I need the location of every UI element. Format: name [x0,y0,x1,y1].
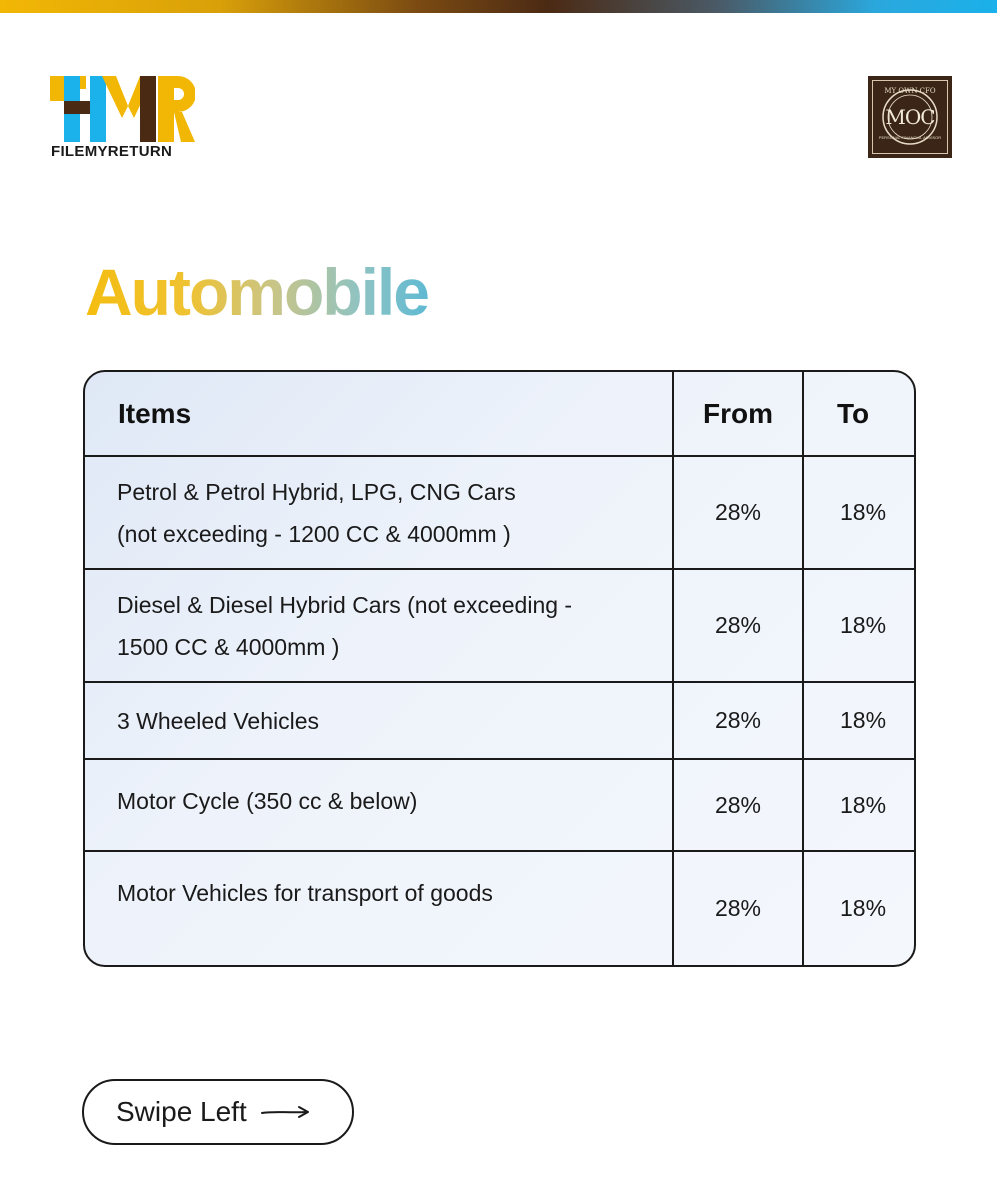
table-row [85,456,916,569]
to-rate: 18% [803,851,916,965]
from-rate: 28% [673,851,803,965]
fmr-logo-mark [50,76,195,142]
arrow-right-icon [261,1104,311,1120]
table-row [85,682,916,759]
item-cell [85,759,673,851]
table-header-row [85,372,916,456]
swipe-left-button[interactable] [82,1079,354,1145]
from-rate: 28% [673,569,803,682]
table-row [85,759,916,851]
page-title: Automobile [85,252,428,332]
moc-bottom-text: PERSONAL FINANCIAL ADVISOR [878,135,942,140]
to-rate: 18% [803,682,916,759]
to-rate: 18% [803,456,916,569]
header-items: Items [85,372,673,456]
item-cell [85,851,673,965]
to-rate: 18% [803,569,916,682]
table-row [85,851,916,965]
item-line: (not exceeding - 1200 CC & 4000mm ) [117,520,511,547]
item-cell [85,682,673,759]
table-row [85,569,916,682]
fmr-wordmark: FILEMYRETURN [51,143,173,160]
header-to: To [803,372,916,456]
moc-top-text: MY OWN CFO [884,87,936,95]
top-gradient-bar [0,0,997,13]
moc-main-text: MOC [885,105,935,129]
from-rate: 28% [673,682,803,759]
item-line: Motor Cycle (350 cc & below) [117,788,418,814]
rate-table [83,370,916,967]
item-line: Petrol & Petrol Hybrid, LPG, CNG Cars [117,478,516,505]
swipe-left-label: Swipe Left [116,1096,247,1127]
item-cell [85,569,673,682]
item-line: Diesel & Diesel Hybrid Cars (not exceeding - [117,591,573,618]
header-from: From [673,372,803,456]
item-line: 1500 CC & 4000mm ) [117,633,340,660]
to-rate: 18% [803,759,916,851]
from-rate: 28% [673,759,803,851]
item-cell [85,456,673,569]
item-line: 3 Wheeled Vehicles [117,707,320,734]
moc-logo [868,76,952,158]
from-rate: 28% [673,456,803,569]
item-line: Motor Vehicles for transport of goods [117,880,493,906]
filemyreturn-logo [50,76,200,166]
